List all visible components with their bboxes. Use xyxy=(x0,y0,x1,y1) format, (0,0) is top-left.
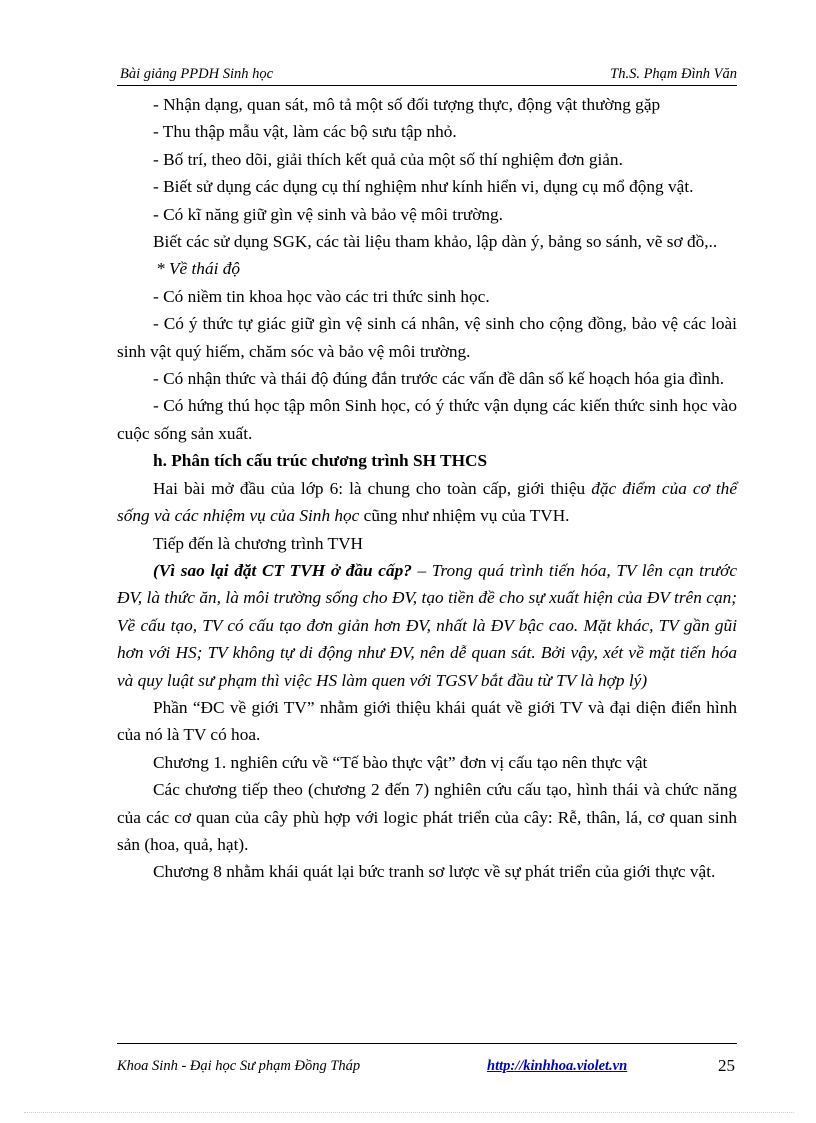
paragraph: Chương 1. nghiên cứu về “Tế bào thực vật” đơn vị cấu tạo nên thực vật xyxy=(153,752,648,772)
page-number: 25 xyxy=(718,1056,735,1075)
paragraph: Phần “ĐC về giới TV” nhằm giới thiệu khái quát về giới TV và đại diện điển hình của nó là TV có hoa. xyxy=(117,697,737,745)
section-heading-h: h. Phân tích cấu trúc chương trình SH THCS xyxy=(153,451,488,471)
paragraph: Biết các sử dụng SGK, các tài liệu tham khảo, lập dàn ý, bảng so sánh, vẽ sơ đồ,.. xyxy=(153,232,718,252)
rationale-text: – Trong quá trình tiến hóa, TV lên cạn trước ĐV, là thức ăn, là môi trường sống cho ĐV, tạo tiền đề cho sự xuất hiện của ĐV trên cạn; Về cấu tạo, TV có cấu tạo đơn giản hơn ĐV, nhất là ĐV bậc cao. Mặt khác, TV gần gũi hơn với HS; TV không tự di động như ĐV, nên dễ quan sát. Bởi vậy, xét về mặt tiến hóa và quy luật sư phạm thì việc HS làm quen với TGSV bắt đầu từ TV là hợp lý) xyxy=(117,560,737,690)
page-footer xyxy=(117,1043,737,1084)
footer-institution: Khoa Sinh - Đại học Sư phạm Đồng Tháp xyxy=(117,1058,361,1074)
page-header xyxy=(117,63,737,86)
paragraph: - Có ý thức tự giác giữ gìn vệ sinh cá nhân, vệ sinh cho cộng đồng, bảo vệ các loài sinh vật quý hiếm, chăm sóc và bảo vệ môi trường. xyxy=(117,314,737,361)
paragraph: - Nhận dạng, quan sát, mô tả một số đối tượng thực, động vật thường gặp xyxy=(153,95,661,114)
header-author: Th.S. Phạm Đình Văn xyxy=(610,66,737,82)
paragraph: - Có hứng thú học tập môn Sinh học, có ý thức vận dụng các kiến thức sinh học vào cuộc sống sản xuất. xyxy=(117,396,737,443)
italic-run: đặc điểm của cơ thể sống và các nhiệm vụ của Sinh học xyxy=(117,478,737,526)
subheading-attitude: * Về thái độ xyxy=(156,259,240,279)
text-run: Hai bài mở đầu của lớp 6: là chung cho toàn cấp, giới thiệu xyxy=(153,478,592,498)
paragraph: - Có niềm tin khoa học vào các tri thức sinh học. xyxy=(153,286,490,306)
bold-question: (Vì sao lại đặt CT TVH ở đầu cấp? xyxy=(153,560,412,580)
paragraph: Các chương tiếp theo (chương 2 đến 7) nghiên cứu cấu tạo, hình thái và chức năng của các cơ quan của cây phù hợp với logic phát triển của cây: Rễ, thân, lá, cơ quan sinh sản (hoa, quả, hạt). xyxy=(117,780,737,854)
paragraph: - Thu thập mẫu vật, làm các bộ sưu tập nhỏ. xyxy=(153,122,457,142)
page-edge-divider xyxy=(24,1112,794,1113)
paragraph: - Có kĩ năng giữ gìn vệ sinh và bảo vệ môi trường. xyxy=(153,204,503,224)
paragraph: Chương 8 nhằm khái quát lại bức tranh sơ lược về sự phát triển của giới thực vật. xyxy=(153,862,716,882)
paragraph: - Biết sử dụng các dụng cụ thí nghiệm như kính hiển vi, dụng cụ mổ động vật. xyxy=(153,177,694,197)
footer-link[interactable]: http://kinhhoa.violet.vn xyxy=(487,1058,628,1074)
text-run: cũng như nhiệm vụ của TVH. xyxy=(359,506,570,526)
document-body xyxy=(117,91,737,886)
paragraph xyxy=(117,475,737,530)
paragraph: Tiếp đến là chương trình TVH xyxy=(153,533,364,553)
paragraph: - Có nhận thức và thái độ đúng đắn trước các vấn đề dân số kế hoạch hóa gia đình. xyxy=(153,369,725,389)
paragraph: - Bố trí, theo dõi, giải thích kết quả của một số thí nghiệm đơn giản. xyxy=(153,149,623,169)
header-course-title: Bài giảng PPDH Sinh học xyxy=(120,66,274,82)
paragraph-rationale xyxy=(117,557,737,694)
